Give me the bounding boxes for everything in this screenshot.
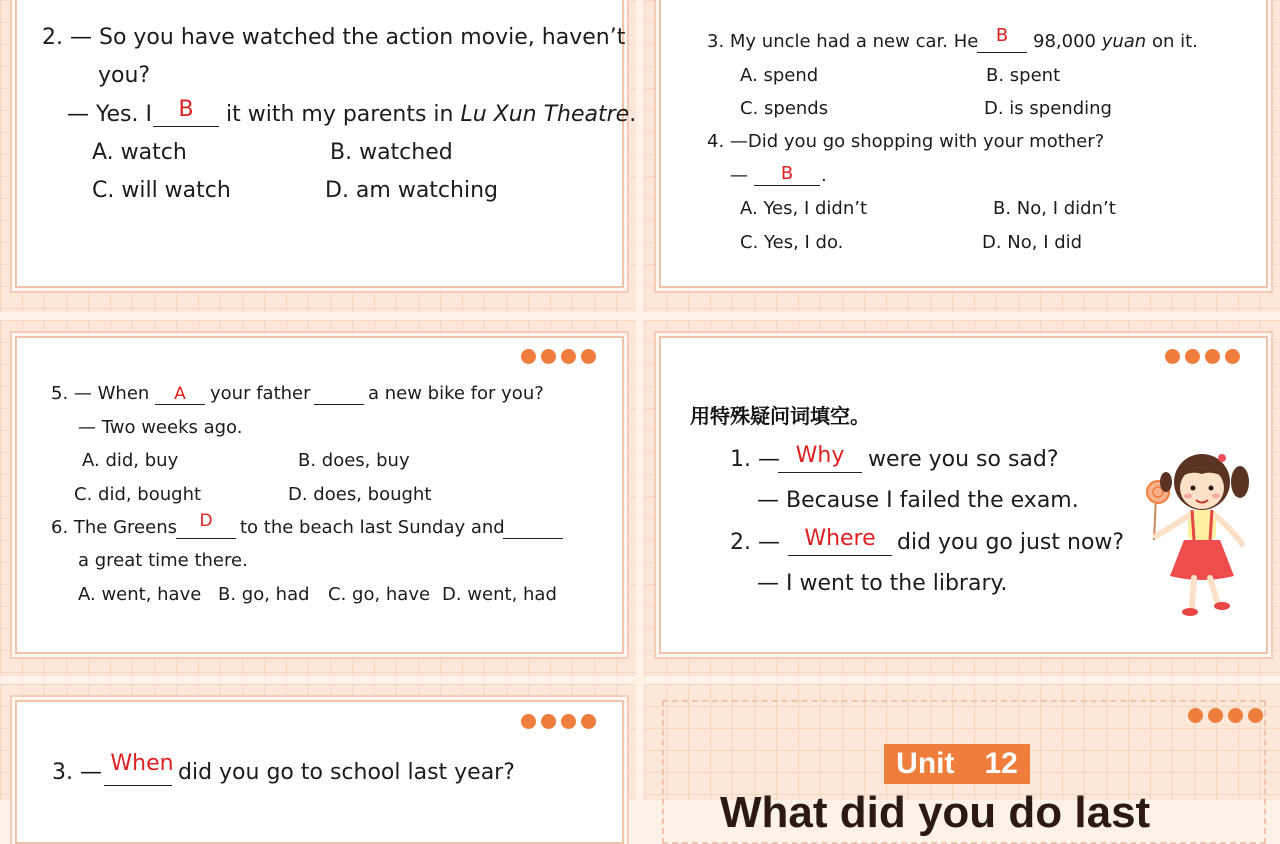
dot-icon [561, 349, 576, 364]
fill-question-3-answer: When [110, 751, 174, 776]
question-5-answer: A [174, 384, 186, 404]
question-4-blank [754, 185, 820, 186]
option-b: B. watched [330, 140, 453, 165]
q5-option-a: A. did, buy [82, 450, 179, 471]
fill-question-1-pre: 1. — [730, 447, 780, 472]
question-4-end: . [821, 165, 827, 186]
next-slide-title: What did you do last [720, 788, 1151, 837]
dot-icon [1165, 349, 1180, 364]
q5-option-b: B. does, buy [298, 450, 410, 471]
question-5-mid: your father [210, 383, 311, 404]
question-5-reply: — Two weeks ago. [78, 417, 243, 438]
question-6-blank-2 [503, 538, 563, 539]
option-a: A. watch [92, 140, 187, 165]
q3-option-c: C. spends [740, 98, 829, 119]
answer-post-text: it with my parents in [226, 102, 454, 127]
answer-mark: B [178, 97, 194, 122]
option-c: C. will watch [92, 178, 231, 203]
place-name: Lu Xun Theatre [460, 102, 630, 127]
dot-icon [1208, 708, 1223, 723]
q3-option-b: B. spent [986, 65, 1061, 86]
q4-option-b: B. No, I didn’t [993, 198, 1116, 219]
option-d: D. am watching [325, 178, 498, 203]
dot-icon [1188, 708, 1203, 723]
question-text: — So you have watched the action movie, haven’t [70, 25, 626, 50]
question-3-post [1033, 31, 1198, 52]
question-2-line-1 [42, 25, 625, 50]
fill-question-3-pre: 3. — [52, 760, 102, 785]
price: 98,000 [1033, 31, 1096, 52]
question-5-blank-2 [314, 404, 364, 405]
dot-icon [521, 714, 536, 729]
fill-question-3-blank [104, 785, 172, 786]
question-4-dash: — [730, 165, 748, 186]
period: . [629, 102, 637, 127]
fill-question-2-blank [788, 555, 892, 556]
fill-question-2-pre: 2. — [730, 530, 780, 555]
decorative-dots [1165, 349, 1240, 364]
decorative-dots [521, 714, 596, 729]
fill-question-1-post: were you so sad? [868, 447, 1059, 472]
q4-option-d: D. No, I did [982, 232, 1083, 253]
slide-3[interactable] [0, 320, 636, 676]
fill-question-2-reply: — I went to the library. [757, 571, 1008, 596]
fill-question-3-post: did you go to school last year? [178, 760, 515, 785]
question-6-mid: to the beach last Sunday and [240, 517, 505, 538]
slide-2[interactable] [644, 0, 1280, 312]
fill-question-1-blank [778, 472, 862, 473]
q6-option-d: D. went, had [442, 584, 557, 605]
slide-5[interactable] [0, 684, 636, 800]
dot-icon [1185, 349, 1200, 364]
girl-illustration [1142, 448, 1254, 630]
q3-option-a: A. spend [740, 65, 819, 86]
question-3-pre: 3. My uncle had a new car. He [707, 31, 979, 52]
q4-option-a: A. Yes, I didn’t [740, 198, 868, 219]
fill-question-2-answer: Where [804, 526, 876, 551]
question-3-blank [977, 52, 1027, 53]
decorative-dots [1188, 708, 1263, 723]
dot-icon [541, 714, 556, 729]
slide-4[interactable] [644, 320, 1280, 676]
fill-question-2-post: did you go just now? [897, 530, 1125, 555]
q5-option-c: C. did, bought [74, 484, 202, 505]
question-2-line-2: you? [98, 63, 151, 88]
question-number: 2. [42, 25, 63, 50]
answer-line-post [226, 102, 636, 127]
question-4-answer: B [780, 163, 794, 184]
dot-icon [561, 714, 576, 729]
fill-question-1-answer: Why [795, 443, 845, 468]
question-5-pre: 5. — When [51, 383, 150, 404]
decorative-dots [521, 349, 596, 364]
answer-blank [153, 126, 219, 127]
dot-icon [1228, 708, 1243, 723]
answer-line-pre: — Yes. I [67, 102, 152, 127]
question-6-pre: 6. The Greens [51, 517, 177, 538]
unit-badge: Unit 12 [884, 744, 1030, 784]
dot-icon [581, 349, 596, 364]
q5-option-d: D. does, bought [288, 484, 432, 505]
dot-icon [1205, 349, 1220, 364]
question-6-line-2: a great time there. [78, 550, 248, 571]
q6-option-c: C. go, have [328, 584, 431, 605]
section-heading: 用特殊疑问词填空。 [690, 404, 870, 428]
question-3-answer: B [995, 25, 1009, 46]
question-3-end: on it. [1151, 31, 1198, 52]
dot-icon [541, 349, 556, 364]
question-5-blank-1 [155, 404, 205, 405]
question-4-line-1: 4. —Did you go shopping with your mother? [707, 131, 1105, 152]
q6-option-a: A. went, have [78, 584, 202, 605]
question-6-blank-1 [176, 538, 236, 539]
question-6-answer: D [199, 511, 213, 531]
slide-6[interactable] [644, 684, 1280, 837]
question-5-post: a new bike for you? [368, 383, 544, 404]
fill-question-1-reply: — Because I failed the exam. [757, 488, 1079, 513]
dot-icon [581, 714, 596, 729]
q4-option-c: C. Yes, I do. [740, 232, 844, 253]
slide-1[interactable] [0, 0, 636, 312]
dot-icon [1225, 349, 1240, 364]
currency: yuan [1101, 31, 1147, 52]
dot-icon [521, 349, 536, 364]
q6-option-b: B. go, had [218, 584, 310, 605]
q3-option-d: D. is spending [984, 98, 1112, 119]
dot-icon [1248, 708, 1263, 723]
